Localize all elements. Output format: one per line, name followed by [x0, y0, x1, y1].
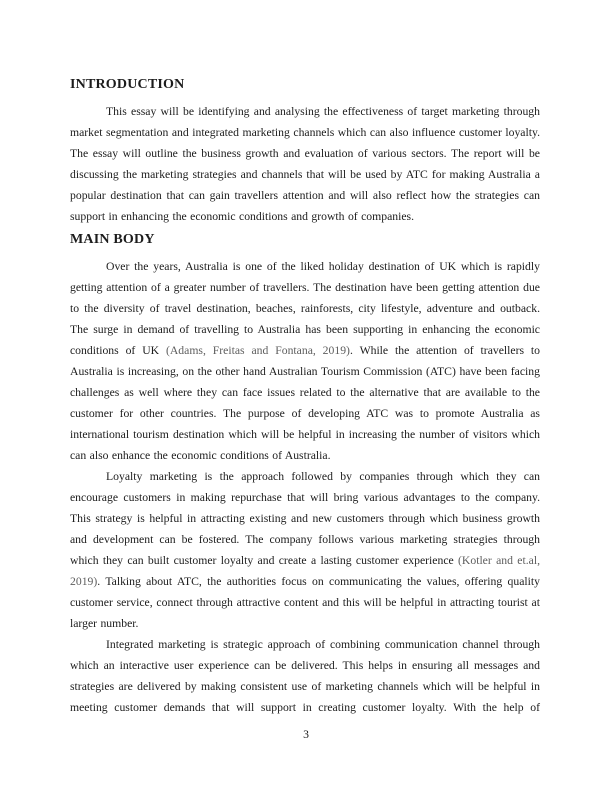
body-text: . While the attention of travellers to Australia is increasing, on the other hand Australian Tourism Commission (ATC) have been facing challenges as well where they can face issues related to the alternative that are available to the customer for other countries. The purpose of developing ATC was to promote Australia as international tourism destination which will be helpful in increasing the number of visitors which can also enhance the economic conditions of Australia.	[70, 344, 541, 462]
body-text: This essay will be identifying and analysing the effectiveness of target marketing through market segmentation and integrated marketing channels which can also influence customer loyalty. The essay will outline the business growth and evaluation of various sectors. The report will be discussing the marketing strategies and channels that will be used by ATC for making Australia a popular destination that can gain travellers attention and will also reflect how the strategies can support in enhancing the economic conditions and growth of companies.	[70, 105, 540, 223]
paragraph	[70, 634, 540, 718]
paragraph	[70, 466, 540, 634]
paragraph	[70, 256, 540, 466]
section-heading: MAIN BODY	[70, 232, 155, 247]
document-content	[70, 76, 540, 718]
citation-text: (Kotler and et.al, 2019)	[70, 554, 540, 588]
body-text: Integrated marketing is strategic approach of combining communication channel through which an interactive user experience can be delivered. This helps in ensuring all messages and strategies are delivered by making consistent use of marketing channels which will be helpful in meeting customer demands that will support in creating customer loyalty. With the help of	[70, 638, 540, 714]
page-number: 3	[303, 728, 309, 741]
body-text: Over the years, Australia is one of the liked holiday destination of UK which is rapidly getting attention of a greater number of travellers. The destination have been getting attention due to the diversity of travel destination, beaches, rainforests, city lifestyle, adventure and outback. The surge in demand of travelling to Australia has been supporting in enhancing the economic conditions of UK	[70, 260, 540, 357]
paragraph	[70, 101, 540, 227]
body-text: . Talking about ATC, the authorities focus on communicating the values, offering quality customer service, connect through attractive content and this will be helpful in attracting tourist at larger number.	[70, 575, 540, 630]
body-text: Loyalty marketing is the approach followed by companies through which they can encourage customers in making repurchase that will bring various advantages to the company. This strategy is helpful in attracting existing and new customers through which business growth and development can be fostered. The company follows various marketing strategies through which they can built customer loyalty and create a lasting customer experience	[70, 470, 540, 567]
section-heading: INTRODUCTION	[70, 77, 185, 92]
citation-text: (Adams, Freitas and Fontana, 2019)	[165, 344, 350, 357]
